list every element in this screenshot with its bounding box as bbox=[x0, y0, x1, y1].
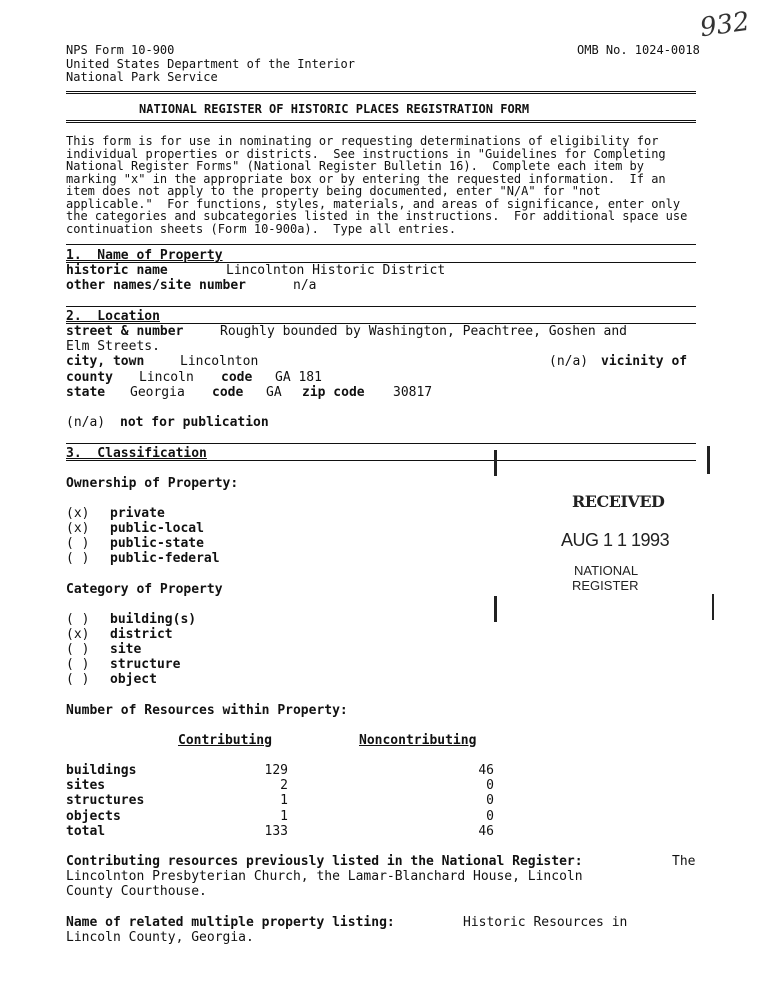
resource-contributing: 129 bbox=[264, 763, 288, 778]
ownership-item: public-local bbox=[110, 521, 204, 536]
resource-contributing: 2 bbox=[280, 778, 288, 793]
multiple-listing-label: Name of related multiple property listing: bbox=[66, 915, 395, 930]
publication-label: not for publication bbox=[120, 415, 269, 430]
section2-heading: 2. Location bbox=[66, 309, 160, 324]
resource-noncontributing: 0 bbox=[486, 809, 494, 824]
resource-label: buildings bbox=[66, 763, 137, 778]
section1-rule bbox=[66, 244, 696, 245]
state-value: Georgia bbox=[130, 385, 185, 400]
resource-label: total bbox=[66, 824, 106, 839]
ownership-item: public-state bbox=[110, 536, 204, 551]
vicinity-label: vicinity of bbox=[601, 354, 688, 369]
county-code-value: GA 181 bbox=[275, 370, 322, 385]
section3-underline bbox=[66, 460, 696, 461]
multiple-listing-value: Lincoln County, Georgia. bbox=[66, 930, 254, 945]
ownership-mark: ( ) bbox=[66, 551, 90, 566]
prev-listed-value: County Courthouse. bbox=[66, 884, 207, 899]
prev-listed-value: Lincolnton Presbyterian Church, the Lamar-Blanchard House, Lincoln bbox=[66, 869, 583, 884]
stamp-national: NATIONAL bbox=[574, 563, 639, 578]
resource-contributing: 133 bbox=[264, 824, 288, 839]
category-mark: ( ) bbox=[66, 657, 90, 672]
resource-noncontributing: 46 bbox=[478, 824, 494, 839]
county-label: county bbox=[66, 370, 113, 385]
category-item: object bbox=[110, 672, 157, 687]
street-value-continued: Elm Streets. bbox=[66, 339, 160, 354]
instructions-line: item does not apply to the property being documented, enter "N/A" for "not bbox=[66, 184, 601, 198]
ownership-item: private bbox=[110, 506, 165, 521]
resource-label: structures bbox=[66, 793, 145, 808]
instructions-line: This form is for use in nominating or requesting determinations of eligibility for bbox=[66, 134, 659, 148]
instructions-line: the categories and subcategories listed in the instructions. For additional space use bbox=[66, 209, 688, 223]
category-item: district bbox=[110, 627, 173, 642]
instructions-line: continuation sheets (Form 10-900a). Type all entries. bbox=[66, 221, 457, 236]
stamp-register: REGISTER bbox=[572, 578, 639, 593]
category-mark: ( ) bbox=[66, 612, 90, 627]
instructions-line: individual properties or districts. See instructions in "Guidelines for Completing bbox=[66, 146, 666, 161]
category-item: building(s) bbox=[110, 612, 197, 627]
service: National Park Service bbox=[66, 70, 218, 84]
scan-mark bbox=[494, 450, 497, 476]
section3-rule bbox=[66, 443, 696, 444]
section2-rule bbox=[66, 306, 696, 307]
street-label: street & number bbox=[66, 324, 184, 339]
resource-noncontributing: 0 bbox=[486, 793, 494, 808]
title-rule bbox=[66, 120, 696, 123]
publication-mark: (n/a) bbox=[66, 415, 106, 430]
resources-label: Number of Resources within Property: bbox=[66, 703, 348, 718]
zip-label: zip code bbox=[302, 385, 365, 400]
state-code-value: GA bbox=[266, 385, 282, 400]
street-value: Roughly bounded by Washington, Peachtree, Goshen and bbox=[220, 324, 627, 339]
category-item: structure bbox=[110, 657, 181, 672]
zip-value: 30817 bbox=[393, 385, 433, 400]
instructions-line: applicable." For functions, styles, materials, and areas of significance, enter only bbox=[66, 196, 681, 211]
category-item: site bbox=[110, 642, 142, 657]
city-value: Lincolnton bbox=[180, 354, 259, 369]
resource-contributing: 1 bbox=[280, 793, 288, 808]
state-code-label: code bbox=[212, 385, 244, 400]
form-id: NPS Form 10-900 bbox=[66, 43, 175, 57]
department: United States Department of the Interior bbox=[66, 57, 355, 71]
ownership-mark: (x) bbox=[66, 521, 90, 536]
scan-mark bbox=[707, 446, 710, 474]
form-title: NATIONAL REGISTER OF HISTORIC PLACES REGISTRATION FORM bbox=[139, 102, 530, 116]
historic-name-value: Lincolnton Historic District bbox=[226, 263, 446, 278]
ownership-item: public-federal bbox=[110, 551, 220, 566]
resource-noncontributing: 0 bbox=[486, 778, 494, 793]
stamp-received: RECEIVED bbox=[572, 492, 665, 511]
category-mark: (x) bbox=[66, 627, 90, 642]
category-mark: ( ) bbox=[66, 642, 90, 657]
county-value: Lincoln bbox=[139, 370, 194, 385]
prev-listed-value: The bbox=[672, 854, 696, 869]
col-noncontributing: Noncontributing bbox=[359, 733, 477, 748]
ownership-mark: ( ) bbox=[66, 536, 90, 551]
section1-heading: 1. Name of Property bbox=[66, 248, 223, 263]
vicinity-mark: (n/a) bbox=[549, 354, 589, 369]
city-label: city, town bbox=[66, 354, 145, 369]
state-label: state bbox=[66, 385, 106, 400]
stamp-date: AUG 1 1 1993 bbox=[561, 530, 670, 550]
county-code-label: code bbox=[221, 370, 253, 385]
scan-mark bbox=[494, 596, 497, 622]
ownership-label: Ownership of Property: bbox=[66, 476, 239, 491]
other-names-value: n/a bbox=[293, 278, 317, 293]
instructions-line: marking "x" in the appropriate box or by entering the requested information. If an bbox=[66, 171, 666, 186]
prev-listed-label: Contributing resources previously listed in the National Register: bbox=[66, 854, 583, 869]
section3-heading: 3. Classification bbox=[66, 446, 207, 461]
omb-number: OMB No. 1024-0018 bbox=[577, 43, 700, 57]
handwritten-number: 932 bbox=[698, 6, 752, 44]
resource-label: sites bbox=[66, 778, 106, 793]
scan-mark bbox=[712, 594, 714, 620]
multiple-listing-value: Historic Resources in bbox=[463, 915, 628, 930]
category-mark: ( ) bbox=[66, 672, 90, 687]
other-names-label: other names/site number bbox=[66, 278, 247, 293]
instructions-line: National Register Forms" (National Register Bulletin 16). Complete each item by bbox=[66, 159, 644, 173]
ownership-mark: (x) bbox=[66, 506, 90, 521]
category-label: Category of Property bbox=[66, 582, 223, 597]
resource-contributing: 1 bbox=[280, 809, 288, 824]
header-rule bbox=[66, 91, 696, 94]
resource-noncontributing: 46 bbox=[478, 763, 494, 778]
col-contributing: Contributing bbox=[178, 733, 272, 748]
historic-name-label: historic name bbox=[66, 263, 168, 278]
resource-label: objects bbox=[66, 809, 121, 824]
